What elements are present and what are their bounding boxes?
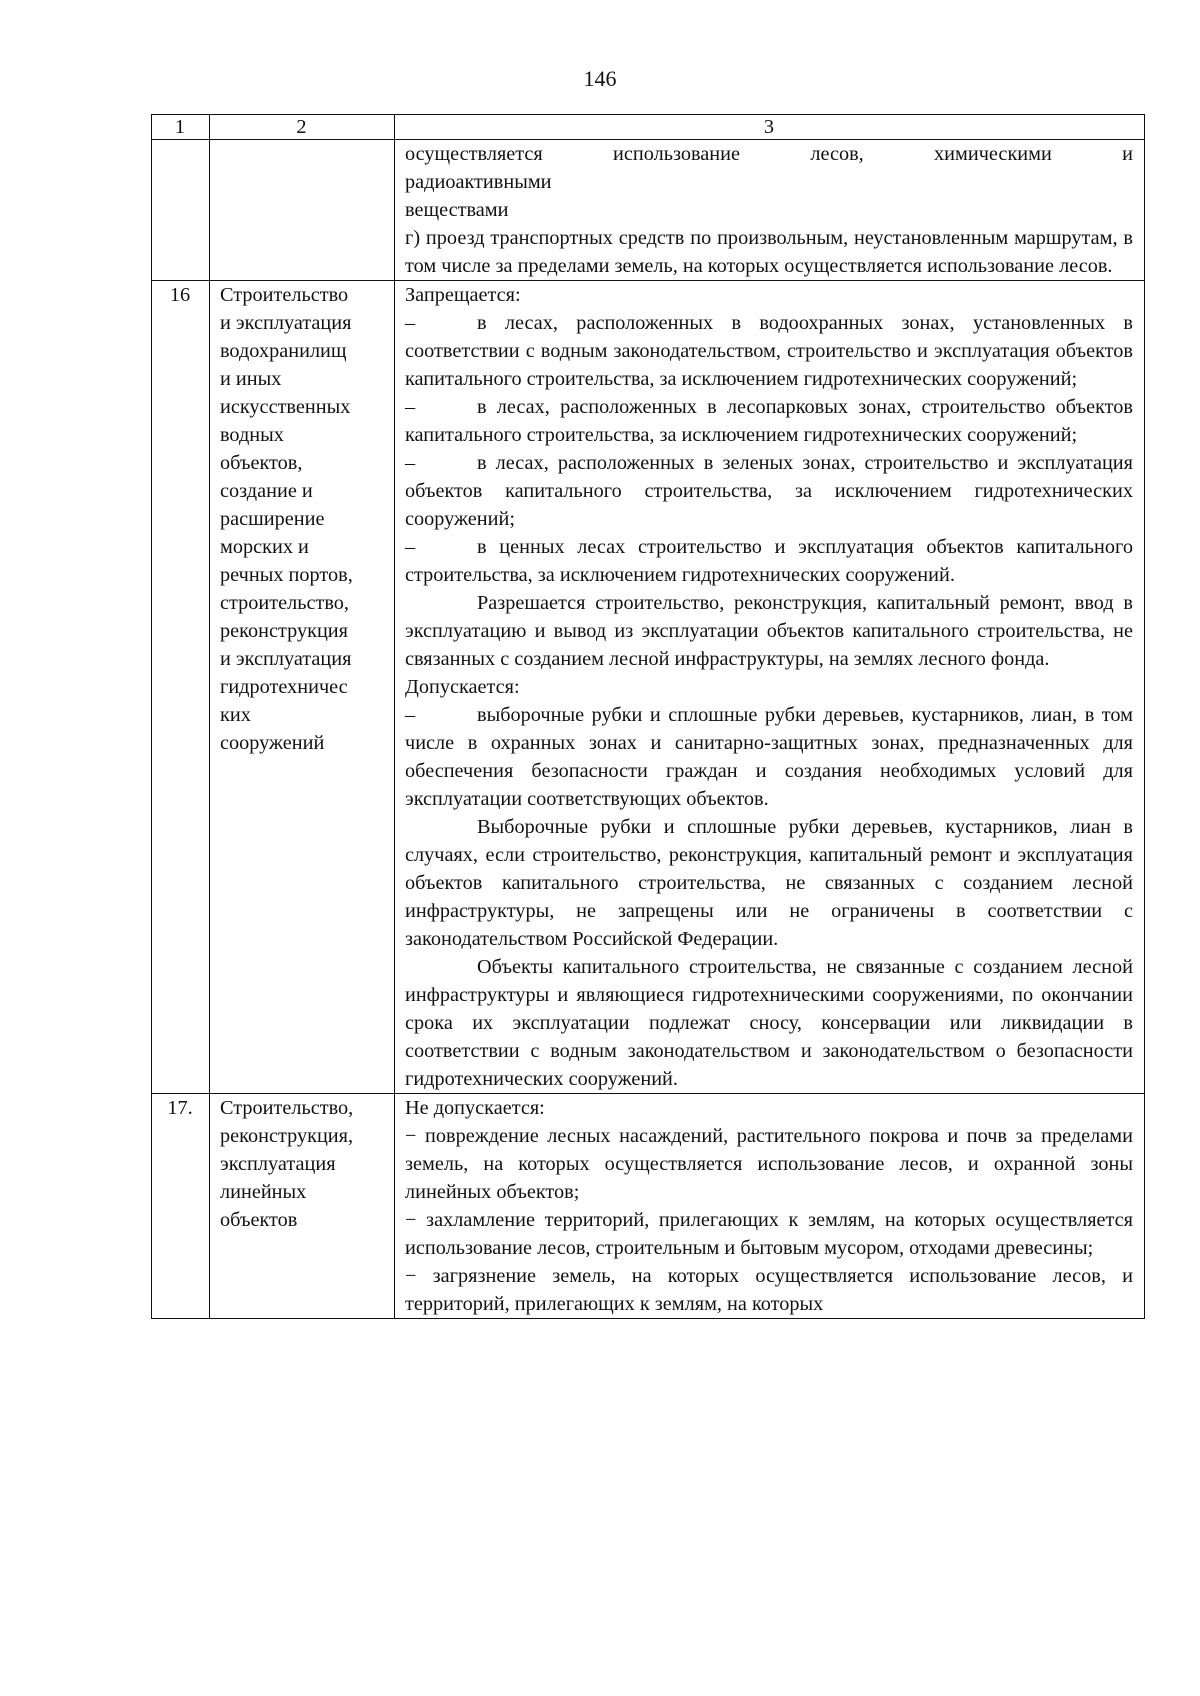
activity-name-line: линейных xyxy=(220,1181,307,1203)
header-col-1: 1 xyxy=(152,115,210,140)
row-number: 16 xyxy=(152,281,210,1094)
text-paragraph: − повреждение лесных насаждений, растительного покрова и почв за пределами земель, на которых осуществляется использование лесов, и охранной зоны линейных объектов; xyxy=(405,1125,1133,1203)
activity-name-cell xyxy=(210,281,395,1094)
text-paragraph: г) проезд транспортных средств по произвольным, неустановленным маршрутам, в том числе за пределами земель, на которых осуществляется использование лесов. xyxy=(405,227,1133,277)
indented-paragraph: Разрешается строительство, реконструкция, капитальный ремонт, ввод в эксплуатацию и вывод из эксплуатации объектов капитального строительства, не связанных с созданием лесной инфраструктуры, на землях лесного фонда. xyxy=(405,592,1133,670)
bullet-paragraph xyxy=(405,533,1133,589)
header-col-2: 2 xyxy=(210,115,395,140)
row-number: 17. xyxy=(152,1094,210,1319)
text-paragraph: − захламление территорий, прилегающих к землям, на которых осуществляется использование лесов, строительным и бытовым мусором, отходами древесины; xyxy=(405,1209,1133,1259)
bullet-text: в лесах, расположенных в водоохранных зонах, установленных в соответствии с водным законодательством, строительство и эксплуатация объектов капитального строительства, за исключением гидротехнических сооружений; xyxy=(405,312,1133,390)
activity-name-line: сооружений xyxy=(220,732,325,754)
activity-name-line: эксплуатация xyxy=(220,1153,336,1175)
bullet-dash: – xyxy=(405,452,416,474)
table-row-17 xyxy=(152,1094,1145,1319)
restrictions-cell xyxy=(395,281,1145,1094)
activity-name-line: реконструкция, xyxy=(220,1125,354,1147)
activity-name-cell xyxy=(210,140,395,281)
page-number: 146 xyxy=(583,66,617,91)
bullet-paragraph xyxy=(405,701,1133,813)
activity-name-line: строительство, xyxy=(220,592,349,614)
activity-name-line: и эксплуатация xyxy=(220,648,352,670)
bullet-dash: – xyxy=(405,312,416,334)
bullet-paragraph xyxy=(405,309,1133,393)
header-col-3: 3 xyxy=(395,115,1145,140)
bullet-paragraph xyxy=(405,393,1133,449)
activity-name-cell xyxy=(210,1094,395,1319)
bullet-paragraph xyxy=(405,449,1133,533)
bullet-text: в лесах, расположенных в лесопарковых зонах, строительство объектов капитального строительства, за исключением гидротехнических сооружений; xyxy=(405,396,1133,446)
activity-name-line: объектов xyxy=(220,1209,298,1231)
text-line: осуществляется использование лесов, химическими и xyxy=(405,143,1133,165)
activity-name-line: искусственных xyxy=(220,396,351,418)
text-paragraph: Запрещается: xyxy=(405,284,521,306)
table-header-row xyxy=(152,115,1145,140)
text-paragraph: Допускается: xyxy=(405,676,520,698)
activity-name-line: водохранилищ xyxy=(220,340,347,362)
restrictions-cell xyxy=(395,140,1145,281)
text-paragraph: Не допускается: xyxy=(405,1097,545,1119)
text-paragraph: − загрязнение земель, на которых осуществляется использование лесов, и территорий, прилегающих к землям, на которых xyxy=(405,1265,1133,1315)
bullet-text: в лесах, расположенных в зеленых зонах, строительство и эксплуатация объектов капитального строительства, за исключением гидротехнических сооружений; xyxy=(405,452,1133,530)
activity-name-line: реконструкция xyxy=(220,620,348,642)
activity-name-line: речных портов, xyxy=(220,564,353,586)
indented-paragraph: Выборочные рубки и сплошные рубки деревьев, кустарников, лиан в случаях, если строительство, реконструкция, капитальный ремонт и эксплуатация объектов капитального строительства, не связанных с созданием лесной инфраструктуры, не запрещены или не ограничены в соответствии с законодательством Российской Федерации. xyxy=(405,816,1133,950)
activity-name-line: и эксплуатация xyxy=(220,312,352,334)
table-row-16 xyxy=(152,281,1145,1094)
activity-name-line: гидротехничес xyxy=(220,676,348,698)
activity-name-line: водных xyxy=(220,424,284,446)
activity-name-line: объектов, xyxy=(220,452,303,474)
bullet-text: в ценных лесах строительство и эксплуатация объектов капитального строительства, за исключением гидротехнических сооружений. xyxy=(405,536,1133,586)
bullet-dash: – xyxy=(405,396,416,418)
bullet-dash: – xyxy=(405,536,416,558)
regulations-table xyxy=(151,114,1145,1319)
activity-name-line: расширение xyxy=(220,508,325,530)
bullet-text: выборочные рубки и сплошные рубки деревьев, кустарников, лиан, в том числе в охранных зонах и санитарно-защитных зонах, предназначенных для обеспечения безопасности граждан и создания необходимых условий для эксплуатации соответствующих объектов. xyxy=(405,704,1133,810)
text-line: веществами xyxy=(405,199,509,221)
activity-name-line: Строительство xyxy=(220,284,349,306)
row-number-cell xyxy=(152,140,210,281)
activity-name-line: создание и xyxy=(220,480,313,502)
activity-name xyxy=(220,281,383,757)
text-line: радиоактивными xyxy=(405,171,552,193)
activity-name-line: ких xyxy=(220,704,251,726)
activity-name-line: морских и xyxy=(220,536,309,558)
table-row-continuation xyxy=(152,140,1145,281)
activity-name xyxy=(220,1094,383,1234)
restrictions-cell xyxy=(395,1094,1145,1319)
indented-paragraph: Объекты капитального строительства, не связанные с созданием лесной инфраструктуры и являющиеся гидротехническими сооружениями, по окончании срока их эксплуатации подлежат сносу, консервации или ликвидации в соответствии с водным законодательством и законодательством о безопасности гидротехнических сооружений. xyxy=(405,956,1133,1090)
activity-name-line: Строительство, xyxy=(220,1097,354,1119)
bullet-dash: – xyxy=(405,704,416,726)
activity-name-line: и иных xyxy=(220,368,282,390)
